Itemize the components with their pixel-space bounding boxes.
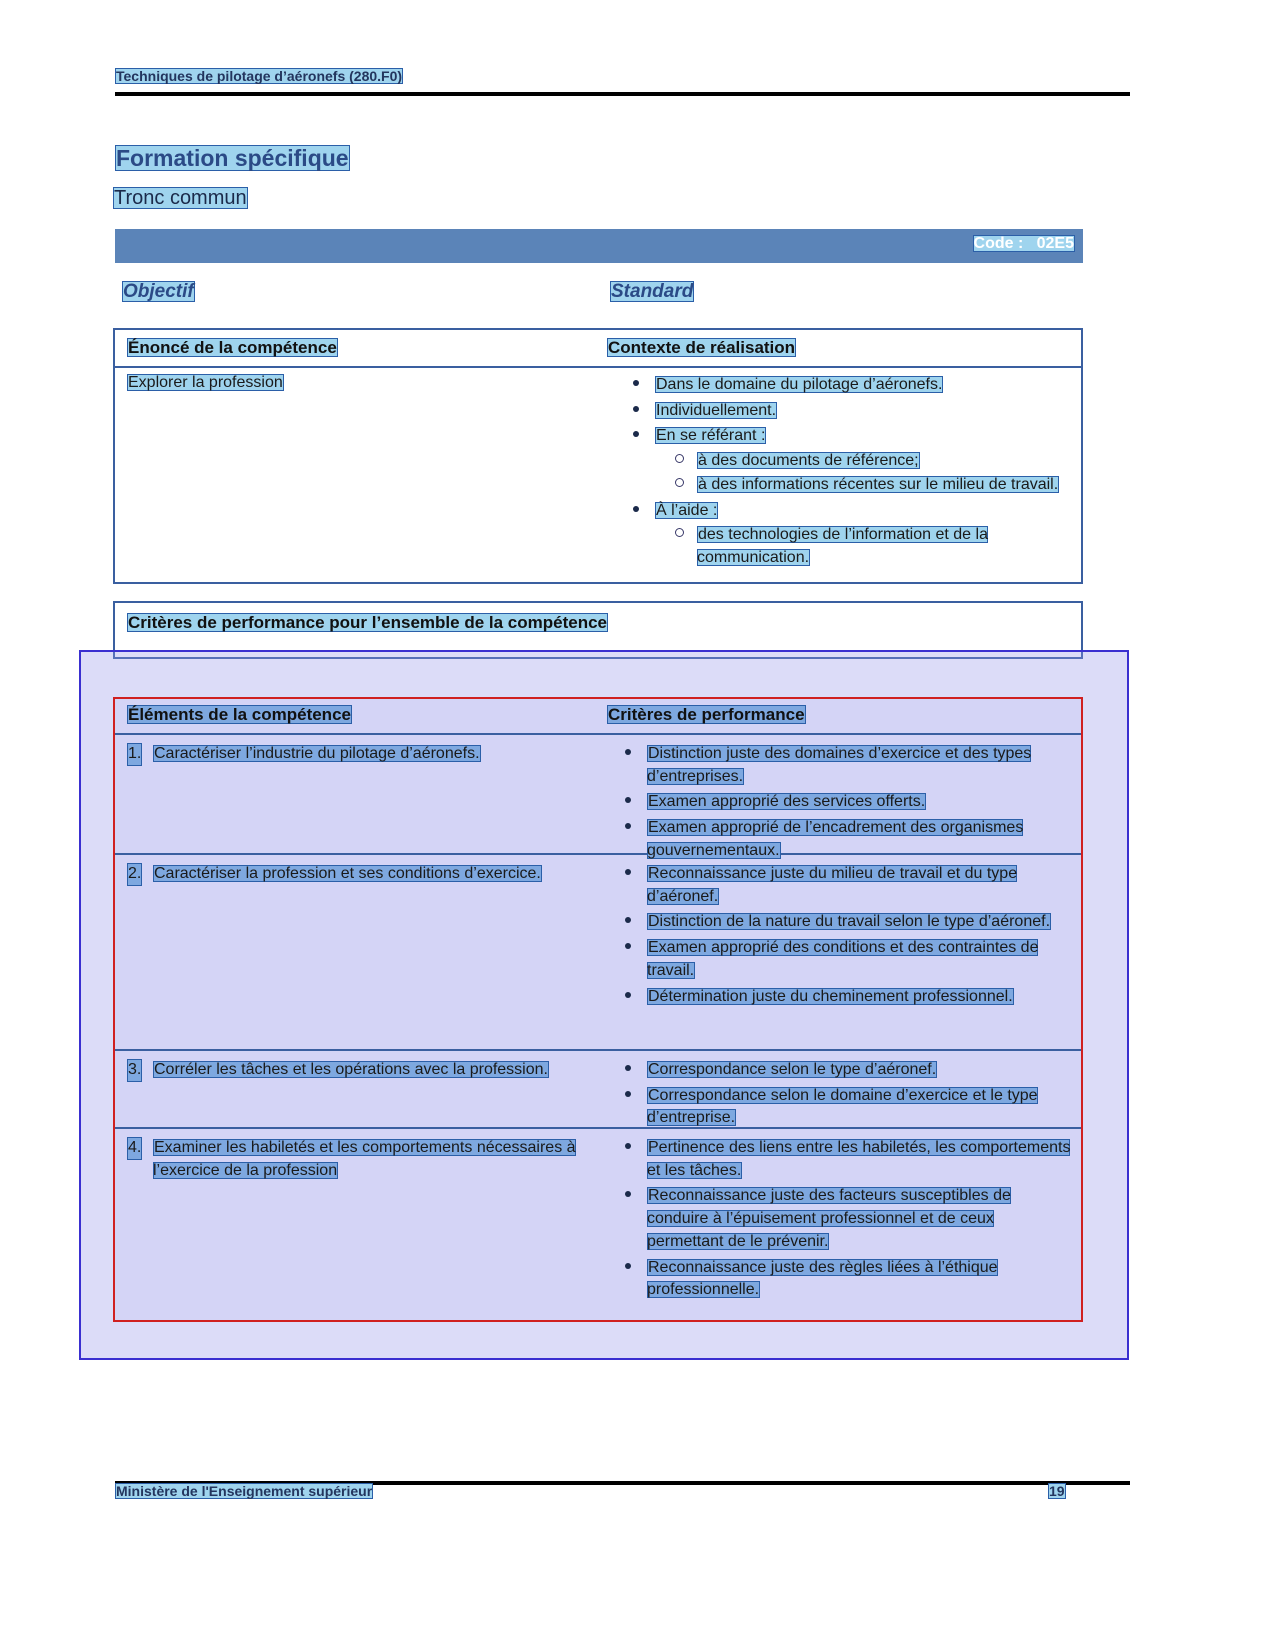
criteria-cell <box>607 855 1081 1019</box>
bullet-icon <box>625 992 631 998</box>
criteria-text: Correspondance selon le domaine d’exercice et le type d’entreprise. <box>647 1086 1038 1127</box>
table-row <box>115 735 1081 859</box>
page-title <box>115 145 350 172</box>
context-bullet-list <box>615 374 1075 570</box>
list-item <box>615 374 1075 397</box>
elements-criteria-table <box>113 697 1083 1322</box>
list-item <box>607 911 1073 934</box>
element-text: Examiner les habiletés et les comportements nécessaires à l’exercice de la profession <box>153 1139 576 1179</box>
element-text: Caractériser l’industrie du pilotage d’aéronefs. <box>154 745 480 762</box>
list-item <box>615 500 1075 570</box>
element-numbered-item <box>127 1137 597 1182</box>
list-item <box>607 1059 1073 1082</box>
bullet-icon <box>625 1143 631 1149</box>
table-row <box>115 1051 1081 1129</box>
list-item <box>607 743 1073 788</box>
element-text: Caractériser la profession et ses conditions d’exercice. <box>154 865 541 882</box>
context-sub-list <box>655 450 1075 496</box>
context-item-text: En se référant : <box>656 427 766 445</box>
criteria-cell <box>607 1051 1081 1141</box>
bullet-icon <box>625 1091 631 1097</box>
circle-bullet-icon <box>675 454 684 463</box>
criteria-list <box>607 863 1073 1008</box>
list-item <box>607 1257 1073 1302</box>
competence-statement-header <box>127 338 338 358</box>
context-subitem-text: à des informations récentes sur le milieu de travail. <box>698 475 1059 493</box>
table-header-row <box>115 699 1081 735</box>
criteria-text: Pertinence des liens entre les habiletés, les comportements et les tâches. <box>647 1139 1071 1179</box>
competence-statement <box>127 374 577 392</box>
bullet-icon <box>633 380 639 386</box>
criteria-list <box>607 1137 1073 1302</box>
element-cell <box>127 1059 597 1082</box>
context-sub-list <box>655 524 1075 569</box>
page-number-text: 19 <box>1049 1483 1065 1499</box>
page-subtitle-text: Tronc commun <box>114 187 247 209</box>
global-criteria-label-text: Critères de performance pour l’ensemble de la compétence <box>128 613 607 632</box>
context-item-text: À l’aide : <box>656 501 718 519</box>
criteria-list <box>607 1059 1073 1130</box>
element-numbered-item <box>127 1059 597 1082</box>
circle-bullet-icon <box>675 528 684 537</box>
code-label-text: Code : 02E5 <box>973 235 1074 252</box>
realisation-context-header-text: Contexte de réalisation <box>608 338 796 357</box>
list-item <box>607 791 1073 814</box>
competence-box-divider <box>115 366 1081 368</box>
criteria-text: Distinction juste des domaines d’exercice et des types d’entreprises. <box>647 745 1032 785</box>
bullet-icon <box>625 749 631 755</box>
context-item-text: Dans le domaine du pilotage d’aéronefs. <box>656 376 943 393</box>
list-item <box>655 524 1075 569</box>
list-item <box>615 425 1075 496</box>
bullet-icon <box>633 506 639 512</box>
criteria-text: Reconnaissance juste des facteurs susceptibles de conduire à l’épuisement professionnel et de ceux permettant de le prévenir. <box>647 1187 1011 1250</box>
context-subitem-text: des technologies de l’information et de la communication. <box>697 526 988 567</box>
element-number: 4. <box>127 1137 142 1160</box>
bullet-icon <box>625 917 631 923</box>
element-number: 1. <box>127 743 142 766</box>
objectif-heading-text: Objectif <box>123 281 194 302</box>
header-rule <box>115 92 1130 96</box>
list-item <box>655 450 1075 473</box>
list-item <box>607 863 1073 908</box>
bullet-icon <box>625 1191 631 1197</box>
element-cell <box>127 863 597 886</box>
criteria-list <box>607 743 1073 863</box>
code-label <box>973 235 1075 253</box>
realisation-context-list <box>615 374 1075 573</box>
element-text: Corréler les tâches et les opérations avec la profession. <box>154 1061 548 1078</box>
context-subitem-text: à des documents de référence; <box>698 452 919 470</box>
criteria-column-header <box>607 705 806 725</box>
bullet-icon <box>625 1065 631 1071</box>
list-item <box>607 937 1073 982</box>
list-item <box>607 1085 1073 1130</box>
criteria-text: Reconnaissance juste des règles liées à l’éthique professionnelle. <box>647 1258 998 1299</box>
elements-column-header <box>127 705 352 725</box>
page-subtitle <box>113 187 248 210</box>
bullet-icon <box>625 1263 631 1269</box>
criteria-text: Examen approprié des services offerts. <box>648 793 926 811</box>
list-item <box>607 986 1073 1009</box>
criteria-cell <box>607 735 1081 874</box>
bullet-icon <box>625 797 631 803</box>
bullet-icon <box>625 943 631 949</box>
criteria-text: Reconnaissance juste du milieu de travail et du type d’aéronef. <box>647 865 1018 905</box>
realisation-context-header <box>607 338 796 358</box>
objectif-standard-row <box>118 281 1083 307</box>
criteria-text: Distinction de la nature du travail selon le type d’aéronef. <box>648 913 1051 931</box>
element-numbered-item <box>127 863 597 886</box>
code-band <box>115 229 1083 263</box>
page-number <box>1048 1483 1066 1499</box>
running-head <box>115 68 1130 84</box>
element-number: 3. <box>127 1059 142 1082</box>
bullet-icon <box>625 823 631 829</box>
bullet-icon <box>633 406 639 412</box>
criteria-cell <box>607 1129 1081 1313</box>
objectif-heading <box>122 281 195 303</box>
criteria-text: Correspondance selon le type d’aéronef. <box>648 1061 937 1078</box>
criteria-column-header-text: Critères de performance <box>608 705 805 724</box>
element-cell <box>127 743 597 766</box>
elements-column-header-text: Éléments de la compétence <box>128 705 351 724</box>
footer-ministry-text: Ministère de l'Enseignement supérieur <box>116 1483 373 1499</box>
page-title-text: Formation spécifique <box>116 145 349 171</box>
list-item <box>655 474 1075 497</box>
table-row <box>115 855 1081 1051</box>
element-cell <box>127 1137 597 1182</box>
list-item <box>615 400 1075 423</box>
running-head-text: Techniques de pilotage d’aéronefs (280.F0) <box>116 68 403 84</box>
context-item-text: Individuellement. <box>656 401 777 419</box>
criteria-text: Examen approprié des conditions et des contraintes de travail. <box>647 939 1039 979</box>
bullet-icon <box>633 431 639 437</box>
table-row <box>115 1129 1081 1324</box>
circle-bullet-icon <box>675 478 684 487</box>
footer-ministry <box>115 1483 373 1499</box>
standard-heading-text: Standard <box>611 281 694 302</box>
competence-statement-text: Explorer la profession <box>128 374 283 391</box>
criteria-text: Détermination juste du cheminement professionnel. <box>648 987 1013 1005</box>
list-item <box>607 1137 1073 1182</box>
standard-heading <box>610 281 694 303</box>
competence-box <box>113 328 1083 584</box>
competence-statement-header-text: Énoncé de la compétence <box>128 338 337 357</box>
list-item <box>607 1185 1073 1253</box>
element-numbered-item <box>127 743 597 766</box>
bullet-icon <box>625 869 631 875</box>
global-criteria-label <box>127 613 608 633</box>
element-number: 2. <box>127 863 142 886</box>
criteria-text: Examen approprié de l’encadrement des organismes gouvernementaux. <box>647 819 1024 859</box>
